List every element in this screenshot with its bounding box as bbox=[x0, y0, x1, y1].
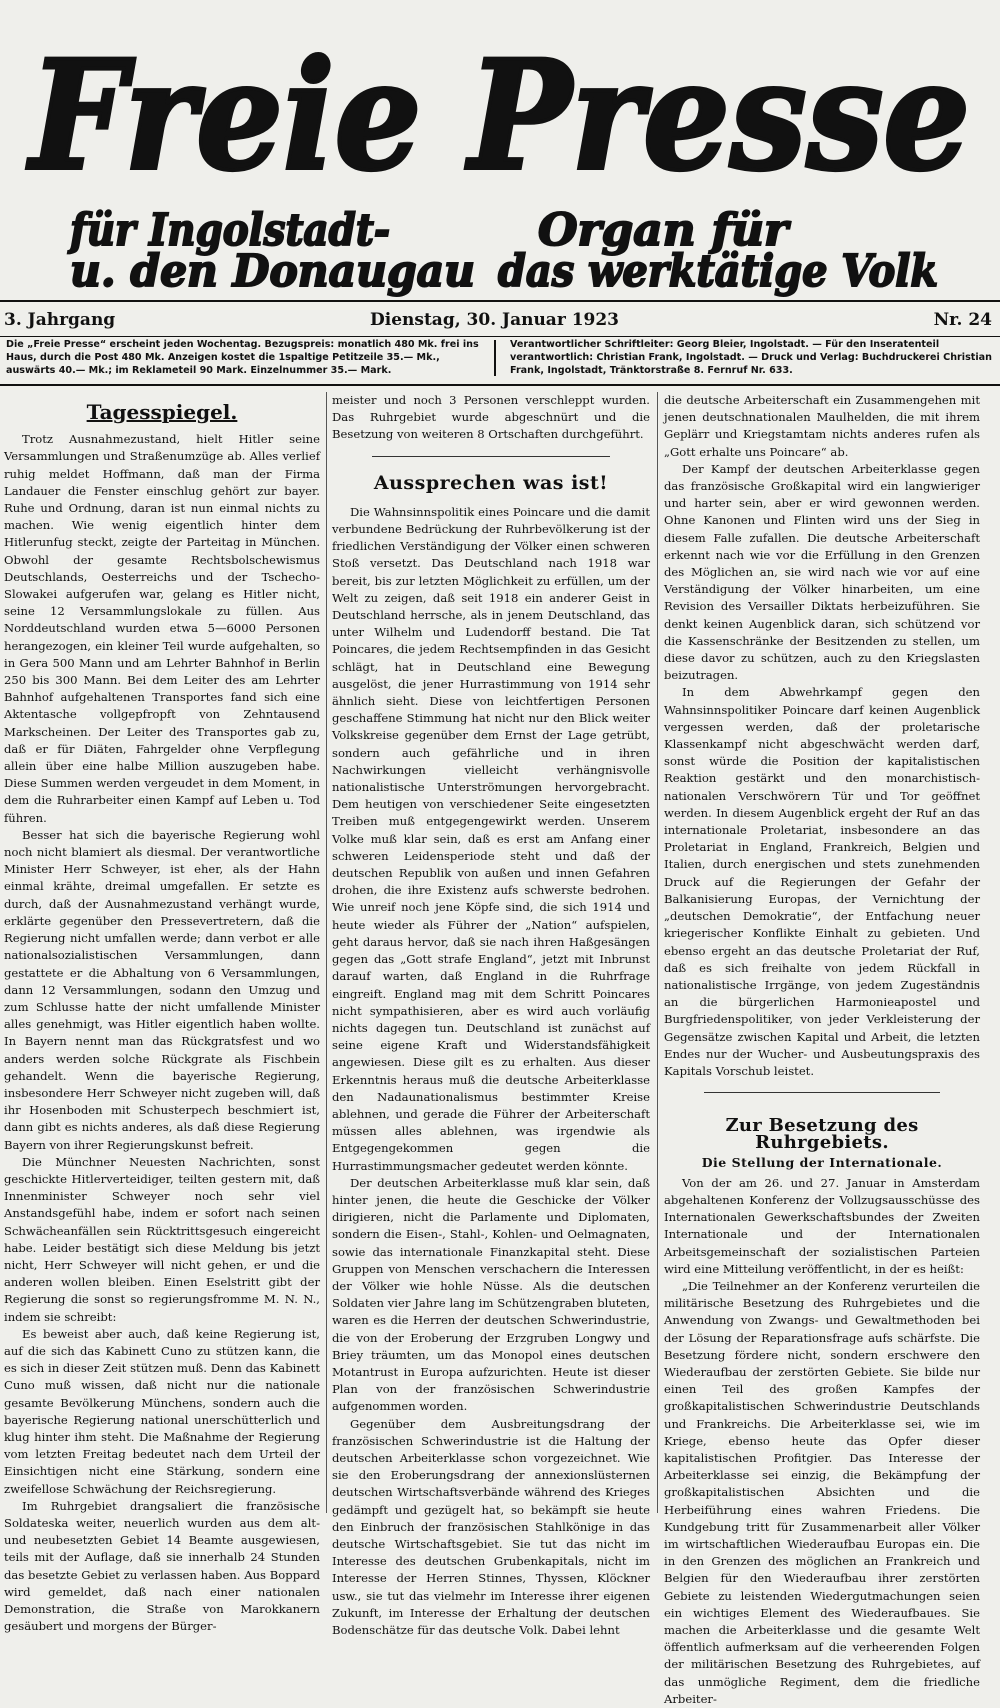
column-rule bbox=[326, 392, 327, 1513]
masthead-right-line2: das werktätige Volk bbox=[498, 246, 938, 297]
tagesspiegel-heading: Tagesspiegel. bbox=[86, 400, 238, 424]
header-rule bbox=[0, 384, 1000, 386]
paragraph: Es beweist aber auch, daß keine Regierung ist, auf die sich das Kabinett Cuno zu stützen kann, die es sich in dieser Zeit stützen muß. Denn das Kabinett Cuno muß wissen, daß nicht nur die nationale gesamte Bevölkerung Münchens, sondern auch die bayerische Regierung national unerschütterlich und klug hinter ihm steht. Die Maßnahme der Regierung vom letzten Freitag bedeutet nach dem Urteil der Einsichtigen nicht eine Stärkung, sondern eine zweifellose Schwächung der Reichsregierung. bbox=[4, 1326, 320, 1496]
masthead-left-line1: für Ingolstadt- bbox=[67, 205, 390, 256]
paragraph: „Die Teilnehmer an der Konferenz verurteilen die militärische Besetzung des Ruhrgebietes und die Anwendung von Zwangs- und Gewaltmethoden bei der Lösung der Reparationsfrage aufs schärfste. Die Besetzung fördere nicht, sondern erschwere den Wiederaufbau der zerstörten Gebiete. Sie bilde nur einen Teil des großen Kampfes der großkapitalistischen Schwerindustrie Deutschlands und Frankreichs. Die Arbeiterklasse sei, wie im Kriege, ebenso heute das Opfer dieser kapitalistischen Profitgier. Das Interesse der Arbeiterklasse sei einzig, die Bekämpfung der großkapitalistischen Absichten und die Herbeiführung eines wahren Friedens. Die Kundgebung tritt für Zusammenarbeit aller Völker im wirtschaftlichen Wiederaufbau Europas ein. Die in den Grenzen des möglichen an Frankreich und Belgien für den Wiederaufbau ihrer zerstörten Gebiete zu leistenden Wiedergutmachungen seien ein wichtiges Element des Wiederaufbaues. Sie machen die Arbeiterklasse und die gesamte Welt öffentlich aufmerksam auf die verheerenden Folgen der militärischen Besetzung des Ruhrgebietes, auf das unmögliche Regiment, dem die friedliche Arbeiter- bbox=[664, 1278, 980, 1706]
paragraph: Die Wahnsinnspolitik eines Poincare und die damit verbundene Bedrückung der Ruhrbevölkerung ist der friedlichen Verständigung der Völker einen schweren Stoß versetzt. Das Deutschland nach 1918 war bereit, bis zur letzten Möglichkeit zu erfüllen, um der Welt zu zeigen, daß seit 1918 ein anderer Geist in Deutschland herrsche, als in jenem Deutschland, das unter Wilhelm und Ludendorff bestand. Die Tat Poincares, die jedem Rechtsempfinden in das Gesicht schlägt, hat in Deutschland eine Bewegung ausgelöst, die jener Hurrastimmung von 1914 sehr ähnlich sieht. Diese von leichtfertigen Personen geschaffene Stimmung hat nicht nur den Blick weiter Volkskreise gegenüber dem Ernst der Lage getrübt, sondern auch gefährliche und in ihren Nachwirkungen vielleicht verhängnisvolle nationalistische Unterströmungen hervorgebracht. Dem heutigen von verschiedener Seite eingesetzten Treiben muß entgegengewirkt werden. Unserem Volke muß klar sein, daß es erst am Anfang einer schweren Leidensperiode steht und daß der deutschen Republik von außen und innen Gefahren drohen, die ihre Existenz aufs schwerste bedrohen. Wie unreif noch jene Köpfe sind, die sich 1914 und heute wieder als Führer der „Nation“ aufspielen, geht daraus hervor, daß sie nach ihren Haßgesängen gegen das „Gott strafe England“, jetzt mit Inbrunst darauf warten, daß England in die Ruhrfrage eingreift. England mag mit dem Schritt Poincares nicht sympathisieren, aber es wird auch vorläufig nichts dagegen tun. Deutschland ist zunächst auf seine eigene Kraft und Widerstandsfähigkeit angewiesen. Diese gilt es zu erhalten. Aus dieser Erkenntnis heraus muß die deutsche Arbeiterklasse den Nadaunationalismus bestimmter Kreise ablehnen, und gerade die Führer der Arbeiterschaft müssen alles ablehnen, was irgendwie als Entgegengekommen gegen die Hurrastimmungsmacher gedeutet werden könnte. bbox=[332, 504, 650, 1173]
masthead bbox=[0, 0, 1000, 300]
paragraph: Von der am 26. und 27. Januar in Amsterdam abgehaltenen Konferenz der Vollzugsausschüsse des Internationalen Gewerkschaftsbundes der Zweiten Internationale und der Internationalen Arbeitsgemeinschaft der sozialistischen Parteien wird eine Mitteilung veröffentlicht, in der es heißt: bbox=[664, 1175, 980, 1276]
paragraph: Der Kampf der deutschen Arbeiterklasse gegen das französische Großkapital wird ein langwieriger und harter sein, aber er wird gewonnen werden. Ohne Kanonen und Flinten wird uns der Sieg in diesem Falle zufallen. Die deutsche Arbeiterschaft erkennt nach wie vor die Erfüllung in den Grenzen des Möglichen an, sie wird nach wie vor auf eine Verständigung der Völker hinarbeiten, um eine Revision des Versailler Diktats herbeizuführen. Sie denkt keinen Augenblick daran, sich schützend vor die Kassenschränke der Besitzenden zu stellen, um diese davor zu schützen, auch zu den Kriegslasten beizutragen. bbox=[664, 461, 980, 683]
info-divider bbox=[494, 340, 496, 376]
dateline-bar bbox=[0, 300, 1000, 337]
column-1 bbox=[4, 392, 320, 1634]
ruhrgebiet-heading: Zur Besetzung des Ruhrgebiets. bbox=[725, 1115, 919, 1154]
paragraph: Gegenüber dem Ausbreitungsdrang der französischen Schwerindustrie ist die Haltung der deutschen Arbeiterklasse schon vorgezeichnet. Wie sie den Eroberungsdrang der annexionslüsternen deutschen Wirtschaftsverbände während des Krieges gedämpft und gezügelt hat, so bekämpft sie heute den Einbruch der französischen Stahlkönige in das deutsche Wirtschaftsgebiet. Sie tut das nicht im Interesse des deutschen Grubenkapitals, nicht im Interesse der Herren Stinnes, Thyssen, Klöckner usw., sie tut das vielmehr im Interesse ihrer eigenen Zukunft, im Interesse der Erhaltung der deutschen Bodenschätze für das deutsche Volk. Dabei lehnt bbox=[332, 1416, 650, 1638]
paragraph: In dem Abwehrkampf gegen den Wahnsinnspolitiker Poincare darf keinen Augenblick vergessen werden, daß der proletarische Klassenkampf nicht abgeschwächt werden darf, sonst würde die Position der kapitalistischen Reaktion gestärkt und den monarchistisch-nationalen Verschwörern Tür und Tor geöffnet werden. In diesem Augenblick ergeht der Ruf an das internationale Proletariat, insbesondere an das Proletariat in England, Frankreich, Belgien und Italien, durch energischen und stets zunehmenden Druck auf die Regierungen der Gefahr der Balkanisierung Europas, der Vernichtung der „deutschen Demokratie“, der Entfachung neuer kriegerischer Konflikte Einhalt zu gebieten. Und ebenso ergeht an das deutsche Proletariat der Ruf, daß es sich freihalte von jedem Rückfall in nationalistische Irrgänge, von jedem Zugeständnis an die bürgerlichen Harmonieapostel und Burgfriedenspolitiker, von jeder Verkleisterung der Gegensätze zwischen Kapital und Arbeit, die letzten Endes nur der Wucher- und Ausbeutungspraxis des Kapitals Vorschub leistet. bbox=[664, 685, 980, 1078]
issue-number: Nr. 24 bbox=[933, 310, 992, 330]
paragraph: Der deutschen Arbeiterklasse muß klar sein, daß hinter jenen, die heute die Geschicke der Völker dirigieren, nicht die Parlamente und Diplomaten, sondern die Eisen-, Stahl-, Kohlen- und Oelmagnaten, sowie das internationale Finanzkapital steht. Diese Gruppen von Menschen verschachern die Interessen der Völker wie hohle Nüsse. Als die deutschen Soldaten vier Jahre lang im Schützengraben bluteten, waren es die Herren der deutschen Schwerindustrie, die von der Eroberung der Erzgruben Longwy und Briey träumten, um das Monopol eines deutschen Motantrust in Europa aufzurichten. Heute ist dieser Plan von der französischen Schwerindustrie aufgenommen worden. bbox=[332, 1175, 650, 1414]
article-separator bbox=[372, 456, 610, 457]
paragraph: Trotz Ausnahmezustand, hielt Hitler seine Versammlungen und Straßenumzüge ab. Alles verlief ruhig meldet Hoffmann, daß man der Firma Landauer die Fenster einschlug gehört zur bayer. Ruhe und Ordnung, daran ist nun einmal nichts zu machen. Wie wenig eigentlich hinter dem Hitlerunfug steckt, zeigte der Parteitag in München. Obwohl der gesamte Rechtsbolschewismus Deutschlands, Oesterreichs und der Tschecho-Slowakei aufgerufen war, gelang es Hitler nicht, seine 12 Versammlungslokale zu füllen. Aus Norddeutschland wurden etwa 5—6000 Personen herangezogen, ein kleiner Teil wurde aufgehalten, so in Gera 500 Mann und am Lehrter Bahnhof in Berlin 250 bis 300 Mann. Bei dem Leiter des am Lehrter Bahnhof aufgehaltenen Transportes fand sich eine Aktentasche vollgepfropft von Zehntausend Markscheinen. Der Leiter des Transportes gab zu, daß er für Diäten, Fahrgelder ohne Verpflegung allein über eine halbe Million auszugeben habe. Diese Summen werden vergeudet in dem Moment, in dem die Ruhrarbeiter einen Kampf auf Leben u. Tod führen. bbox=[4, 432, 320, 825]
masthead-left-line2: u. den Donaugau bbox=[70, 246, 475, 297]
masthead-title: Freie Presse bbox=[26, 28, 971, 204]
masthead-right-line1: Organ für bbox=[538, 205, 791, 256]
masthead-logo bbox=[0, 0, 1000, 300]
paragraph: meister und noch 3 Personen verschleppt wurden. Das Ruhrgebiet wurde abgeschnürt und die Besetzung von weiteren 8 Ortschaften durchgeführt. bbox=[332, 393, 650, 442]
article-separator bbox=[704, 1092, 940, 1093]
publisher-info: Verantwortlicher Schriftleiter: Georg Bleier, Ingolstadt. — Für den Inseratenteil verantwortlich: Christian Frank, Ingolstadt. — Druck und Verlag: Buchdruckerei Christian Frank, Ingolstadt, Tränktorstraße 8. Fernruf Nr. 633. bbox=[510, 339, 992, 376]
volume-label: 3. Jahrgang bbox=[4, 310, 116, 330]
column-rule bbox=[657, 392, 658, 1513]
column-3 bbox=[664, 392, 980, 1706]
paragraph: die deutsche Arbeiterschaft ein Zusammengehen mit jenen deutschnationalen Maulhelden, die mit ihrem Geplärr und Kriegstamtam nichts anderes rufen als „Gott erhalte uns Poincare“ ab. bbox=[664, 393, 980, 459]
paragraph: Die Münchner Neuesten Nachrichten, sonst geschickte Hitlerverteidiger, teilten gestern mit, daß Innenminister Schweyer noch sehr viel Anstandsgefühl habe, indem er sofort nach seinen Schwächeanfällen sein Rücktrittsgesuch eingereicht habe. Leider bestätigt sich diese Meldung bis jetzt nicht, Herr Schweyer will nicht gehen, er und die anderen wollen bleiben. Einen Eselstritt gibt der Regierung die sonst so regierungsfromme M. N. N., indem sie schreibt: bbox=[4, 1154, 320, 1324]
paragraph: Besser hat sich die bayerische Regierung wohl noch nicht blamiert als diesmal. Der verantwortliche Minister Herr Schweyer, ist eher, als der Hahn einmal krähte, dreimal umgefallen. Er setzte es durch, daß der Ausnahmezustand verhängt wurde, erklärte gegenüber den Pressevertretern, daß die Regierung nicht umfallen werde; dann verbot er alle nationalsozialistischen Versammlungen, dann gestattete er die Abhaltung von 6 Versammlungen, dann 12 Versammlungen, sodann den Umzug und zum Schlusse hatte der nicht umfallende Minister alles genehmigt, was Hitler eigentlich haben wollte. In Bayern nennt man das Rückgratsfest und wo anders werden solche Rückgrate als Fischbein gehandelt. Wenn die bayerische Regierung, insbesondere Herr Schweyer nicht zugeben will, daß ihr Hosenboden mit Schusterpech beschmiert ist, dann gibt es nichts anderes, als daß diese Regierung Bayern von ihrer Regierungskunst befreit. bbox=[4, 827, 320, 1152]
ruhrgebiet-subheading: Die Stellung der Internationale. bbox=[701, 1154, 943, 1170]
aussprechen-heading: Aussprechen was ist! bbox=[373, 471, 609, 494]
issue-date: Dienstag, 30. Januar 1923 bbox=[370, 310, 620, 330]
paragraph: Im Ruhrgebiet drangsaliert die französische Soldateska weiter, neuerlich wurden aus dem alt- und neubesetzten Gebiet 14 Beamte ausgewiesen, teils mit der Auflage, daß sie innerhalb 24 Stunden das besetzte Gebiet zu verlassen haben. Aus Boppard wird gemeldet, daß nach einer nationalen Demonstration, die Straße von Marokkanern gesäubert und morgens der Bürger- bbox=[4, 1498, 320, 1634]
subscription-info: Die „Freie Presse“ erscheint jeden Wochentag. Bezugspreis: monatlich 480 Mk. frei ins Haus, durch die Post 480 Mk. Anzeigen kostet die 1spaltige Petitzeile 35.— Mk., auswärts 40.— Mk.; im Reklameteil 90 Mark. Einzelnummer 35.— Mark. bbox=[6, 339, 479, 376]
column-2 bbox=[332, 392, 650, 1638]
